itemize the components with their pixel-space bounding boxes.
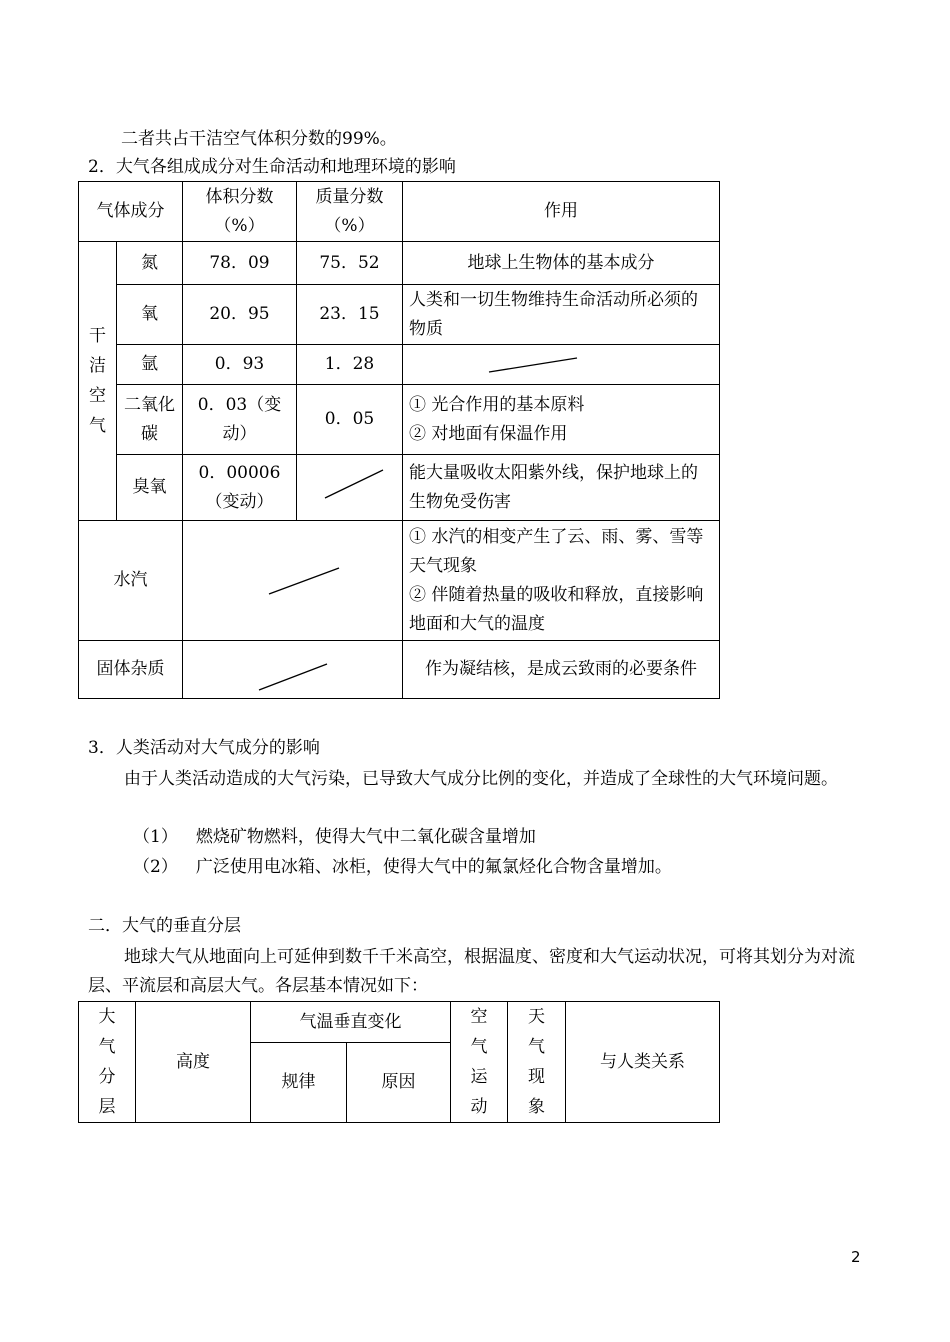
header-mass: 质量分数（%） <box>297 182 403 242</box>
header-height: 高度 <box>136 1002 251 1123</box>
header-role: 作用 <box>403 182 720 242</box>
gas-composition-table <box>78 181 720 699</box>
section3-title: 3．人类活动对大气成分的影响 <box>88 738 320 758</box>
part2-paragraph: 地球大气从地面向上可延伸到数千千米高空，根据温度、密度和大气运动状况，可将其划分为对流层、平流层和高层大气。各层基本情况如下： <box>88 947 855 996</box>
header-volume: 体积分数（%） <box>183 182 297 242</box>
header-layer: 大 气 分 层 <box>79 1002 136 1123</box>
empty-slash-cell <box>297 455 403 521</box>
atmosphere-layers-table <box>78 1001 720 1123</box>
header-gas: 气体成分 <box>79 182 183 242</box>
slash-mark <box>189 642 409 698</box>
page-number: 2 <box>851 1248 861 1266</box>
gas-name: 氩 <box>117 345 183 385</box>
header-weather: 天 气 现 象 <box>508 1002 566 1123</box>
gas-name-solids: 固体杂质 <box>79 641 183 699</box>
header-rule: 规律 <box>251 1043 347 1123</box>
gas-name: 氮 <box>117 242 183 285</box>
header-cause: 原因 <box>347 1043 451 1123</box>
section2-title: 2．大气各组成成分对生命活动和地理环境的影响 <box>88 157 456 177</box>
gas-mass: 75．52 <box>297 242 403 285</box>
slash-mark <box>409 346 726 384</box>
gas-role: ① 水汽的相变产生了云、雨、雾、雪等天气现象 ② 伴随着热量的吸收和释放，直接影响地面和大气的温度 <box>403 521 720 641</box>
gas-volume: 0．00006（变动） <box>183 455 297 521</box>
section3-paragraph: 由于人类活动造成的大气污染，已导致大气成分比例的变化，并造成了全球性的大气环境问题。 <box>124 769 838 789</box>
slash-mark <box>303 456 409 520</box>
gas-mass: 23．15 <box>297 285 403 345</box>
gas-mass: 0．05 <box>297 385 403 455</box>
gas-role: ① 光合作用的基本原料 ② 对地面有保温作用 <box>403 385 720 455</box>
empty-slash-cell <box>183 521 403 641</box>
empty-slash-cell <box>403 345 720 385</box>
part2-title: 二．大气的垂直分层 <box>88 916 241 936</box>
gas-volume: 20．95 <box>183 285 297 345</box>
list-item: （2） 广泛使用电冰箱、冰柜，使得大气中的氟氯烃化合物含量增加。 <box>133 857 672 877</box>
gas-name: 氧 <box>117 285 183 345</box>
header-temp-change: 气温垂直变化 <box>251 1002 451 1043</box>
header-relation: 与人类关系 <box>566 1002 720 1123</box>
dry-air-label: 干 洁 空 气 <box>79 242 117 521</box>
gas-volume: 0．93 <box>183 345 297 385</box>
gas-volume: 0．03（变动） <box>183 385 297 455</box>
gas-role: 地球上生物体的基本成分 <box>403 242 720 285</box>
gas-name-water: 水汽 <box>79 521 183 641</box>
gas-role: 能大量吸收太阳紫外线，保护地球上的生物免受伤害 <box>403 455 720 521</box>
gas-name: 二氧化碳 <box>117 385 183 455</box>
slash-mark <box>189 522 409 640</box>
intro-line: 二者共占干洁空气体积分数的99%。 <box>121 129 397 149</box>
gas-volume: 78．09 <box>183 242 297 285</box>
gas-name: 臭氧 <box>117 455 183 521</box>
gas-role: 人类和一切生物维持生命活动所必须的物质 <box>403 285 720 345</box>
gas-mass: 1．28 <box>297 345 403 385</box>
header-air-motion: 空 气 运 动 <box>451 1002 508 1123</box>
empty-slash-cell <box>183 641 403 699</box>
list-item: （1） 燃烧矿物燃料，使得大气中二氧化碳含量增加 <box>133 827 536 847</box>
gas-role: 作为凝结核，是成云致雨的必要条件 <box>403 641 720 699</box>
